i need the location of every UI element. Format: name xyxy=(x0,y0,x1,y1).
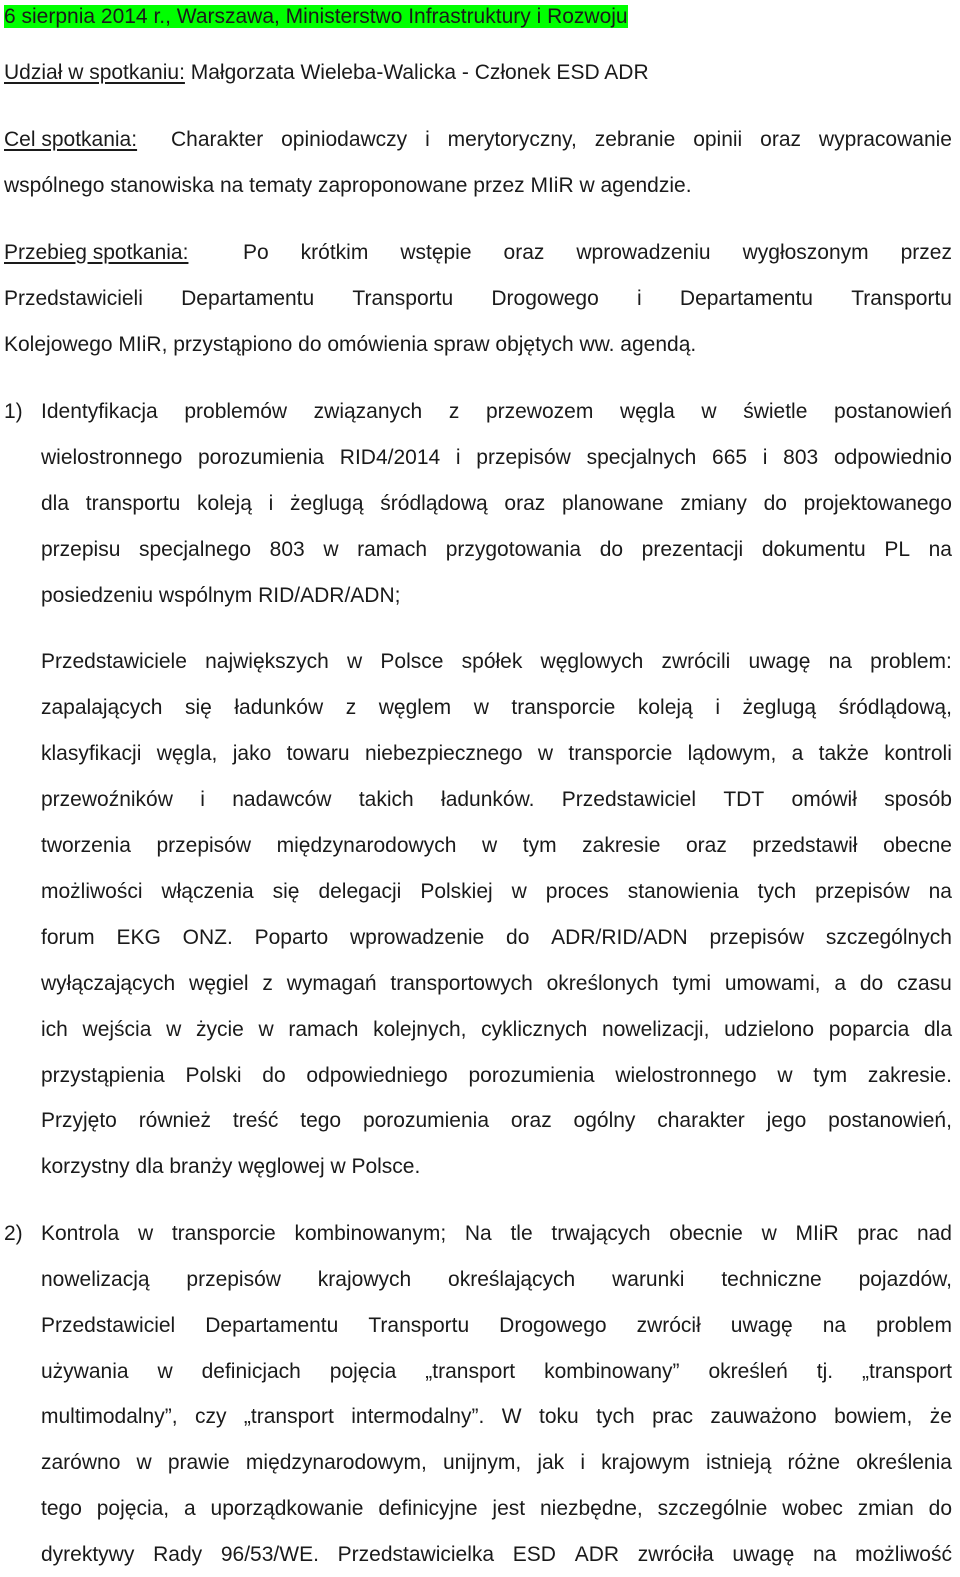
item-1-paragraph-line: Przedstawiciele największych w Polsce spółek węglowych zwrócili uwagę na problem: xyxy=(41,650,952,673)
participants-value: Małgorzata Wieleba-Walicka - Członek ESD ADR xyxy=(184,61,649,84)
item-2-line: dyrektywy Rady 96/53/WE. Przedstawicielka ESD ADR zwróciła uwagę na możliwość xyxy=(41,1543,952,1566)
document-header xyxy=(4,3,628,31)
item-2-line: tego pojęcia, a uporządkowanie definicyjne jest niezbędne, szczególnie wobec zmian do xyxy=(41,1497,952,1520)
goal-label: Cel spotkania: xyxy=(4,128,138,151)
item-1-line: przepisu specjalnego 803 w ramach przygotowania do prezentacji dokumentu PL na xyxy=(41,538,952,561)
item-1-paragraph-line: wyłączających węgiel z wymagań transportowych określonych tymi umowami, a do czasu xyxy=(41,972,952,995)
course-label: Przebieg spotkania: xyxy=(4,241,189,264)
item-1-line: Identyfikacja problemów związanych z przewozem węgla w świetle postanowień xyxy=(41,400,952,423)
item-1-paragraph-line: przewoźników i nadawców takich ładunków. Przedstawiciel TDT omówił sposób xyxy=(41,788,952,811)
goal-label-wrap xyxy=(4,126,137,154)
item-1-paragraph-line: zapalających się ładunków z węglem w transporcie koleją i żeglugą śródlądową, xyxy=(41,696,952,719)
goal-line-1: Charakter opiniodawczy i merytoryczny, zebranie opinii oraz wypracowanie xyxy=(171,128,952,151)
item-2-line: multimodalny”, czy „transport intermodalny”. W toku tych prac zauważono bowiem, że xyxy=(41,1405,952,1428)
item-2-line: Kontrola w transporcie kombinowanym; Na tle trwających obecnie w MIiR prac nad xyxy=(41,1222,952,1245)
item-1-paragraph-line: tworzenia przepisów międzynarodowych w tym zakresie oraz przedstawił obecne xyxy=(41,834,952,857)
course-line-3: Kolejowego MIiR, przystąpiono do omówienia spraw objętych ww. agendą. xyxy=(4,333,697,356)
item-1-number: 1) xyxy=(4,400,23,423)
item-1-paragraph-line: klasyfikacji węgla, jako towaru niebezpiecznego w transporcie lądowym, a także kontroli xyxy=(41,742,952,765)
item-1-paragraph-line: przystąpienia Polski do odpowiedniego porozumienia wielostronnego w tym zakresie. xyxy=(41,1064,952,1087)
item-1-line: posiedzeniu wspólnym RID/ADR/ADN; xyxy=(41,584,401,607)
item-2-number: 2) xyxy=(4,1222,23,1245)
course-label-wrap xyxy=(4,239,188,267)
item-2-line: Przedstawiciel Departamentu Transportu Drogowego zwrócił uwagę na problem xyxy=(41,1314,952,1337)
item-1-line: dla transportu koleją i żeglugą śródlądową oraz planowane zmiany do projektowanego xyxy=(41,492,952,515)
item-2-line: używania w definicjach pojęcia „transport kombinowany” określeń tj. „transport xyxy=(41,1360,952,1383)
participants-line xyxy=(4,59,649,87)
meeting-place: , Warszawa, Ministerstwo Infrastruktury i Rozwoju xyxy=(165,5,628,28)
goal-line-2: wspólnego stanowiska na tematy zaproponowane przez MIiR w agendzie. xyxy=(4,174,692,197)
item-1-paragraph-line: korzystny dla branży węglowej w Polsce. xyxy=(41,1155,421,1178)
item-2-line: zarówno w prawie międzynarodowym, unijnym, jak i krajowym istnieją różne określenia xyxy=(41,1451,952,1474)
course-line-2: Przedstawicieli Departamentu Transportu Drogowego i Departamentu Transportu xyxy=(4,287,952,310)
participants-label: Udział w spotkaniu: xyxy=(4,61,185,84)
item-1-line: wielostronnego porozumienia RID4/2014 i przepisów specjalnych 665 i 803 odpowiednio xyxy=(41,446,952,469)
item-1-paragraph-line: Przyjęto również treść tego porozumienia oraz ogólny charakter jego postanowień, xyxy=(41,1109,952,1132)
item-1-paragraph-line: forum EKG ONZ. Poparto wprowadzenie do ADR/RID/ADN przepisów szczególnych xyxy=(41,926,952,949)
date-highlight xyxy=(4,5,628,28)
course-line-1: Po krótkim wstępie oraz wprowadzeniu wygłoszonym przez xyxy=(243,241,952,264)
item-1-paragraph-line: ich wejścia w życie w ramach kolejnych, cyklicznych nowelizacji, udzielono poparcia dla xyxy=(41,1018,952,1041)
item-1-paragraph-line: możliwości włączenia się delegacji Polskiej w proces stanowienia tych przepisów na xyxy=(41,880,952,903)
meeting-date: 6 sierpnia 2014 r. xyxy=(4,5,166,28)
item-2-line: nowelizacją przepisów krajowych określających warunki techniczne pojazdów, xyxy=(41,1268,952,1291)
